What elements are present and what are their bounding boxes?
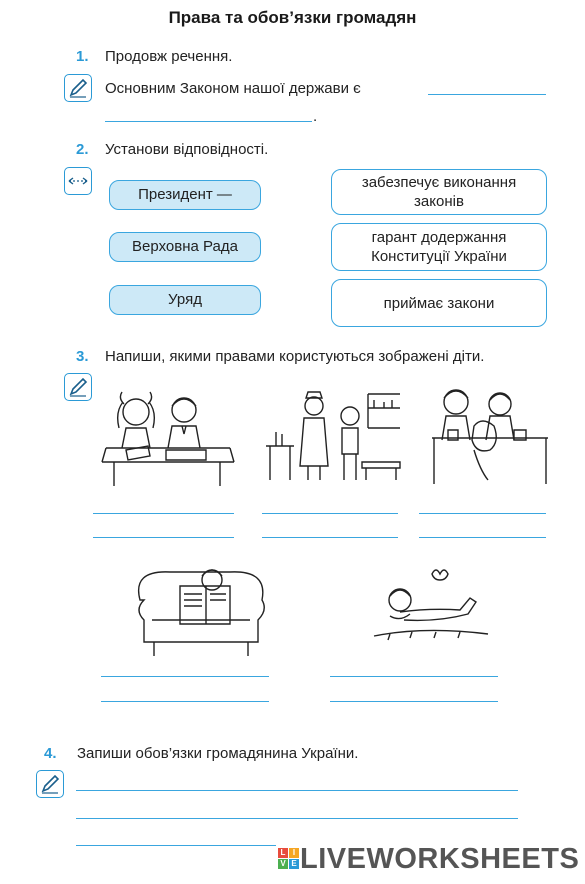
match-right-adopts-laws[interactable] [331,279,547,327]
match-right-line: законів [414,193,464,210]
match-right-line: приймає закони [383,294,495,312]
girl-on-grass-picture [370,560,492,650]
answer-line[interactable] [101,676,269,677]
liveworksheets-logo-text: LIVEWORKSHEETS [300,843,580,875]
task-3-number: 3. [76,348,89,365]
answer-line[interactable] [262,513,398,514]
task-1-sentence: Основним Законом нашої держави є [105,80,361,97]
answer-line[interactable] [101,701,269,702]
page-title: Права та обов’язки громадян [168,8,417,27]
task-4-number: 4. [44,745,57,762]
answer-line[interactable] [262,537,398,538]
match-left-president[interactable]: Президент — [109,180,261,210]
doctor-and-boy-picture [262,388,402,488]
task-2-number: 2. [76,141,89,158]
pencil-icon [64,74,92,102]
matching-arrows-icon [64,167,92,195]
logo-letter: E [289,859,299,869]
match-right-ensures-laws[interactable] [331,169,547,215]
answer-line[interactable] [330,676,498,677]
answer-line[interactable] [419,513,546,514]
answer-line[interactable] [93,537,234,538]
pencil-icon [64,373,92,401]
match-right-line: забезпечує виконання [361,174,517,191]
answer-line[interactable] [76,845,276,846]
answer-line[interactable] [428,94,546,95]
match-left-parliament[interactable]: Верховна Рада [109,232,261,262]
answer-line[interactable] [330,701,498,702]
logo-letter: L [278,848,288,858]
answer-line[interactable] [76,818,518,819]
liveworksheets-logo-icon [278,848,299,869]
pencil-icon [36,770,64,798]
answer-line[interactable] [419,537,546,538]
answer-line[interactable] [76,790,518,791]
task-2-instruction: Установи відповідності. [105,141,269,158]
sentence-end-period: . [313,108,318,125]
answer-line[interactable] [105,121,312,122]
task-3-instruction: Напиши, якими правами користуються зображені діти. [105,348,485,365]
children-at-desk-picture [96,388,236,488]
logo-letter: V [278,859,288,869]
task-1-number: 1. [76,48,89,65]
match-right-line: гарант додержання [371,229,507,246]
children-at-table-picture [428,380,552,485]
match-left-government[interactable]: Уряд [109,285,261,315]
boy-on-sofa-picture [130,560,272,658]
logo-letter: I [289,848,299,858]
task-1-instruction: Продовж речення. [105,48,233,65]
match-right-line: Конституції України [371,248,507,265]
match-right-guarantor[interactable] [331,223,547,271]
answer-line[interactable] [93,513,234,514]
task-4-instruction: Запиши обов’язки громадянина України. [77,745,359,762]
